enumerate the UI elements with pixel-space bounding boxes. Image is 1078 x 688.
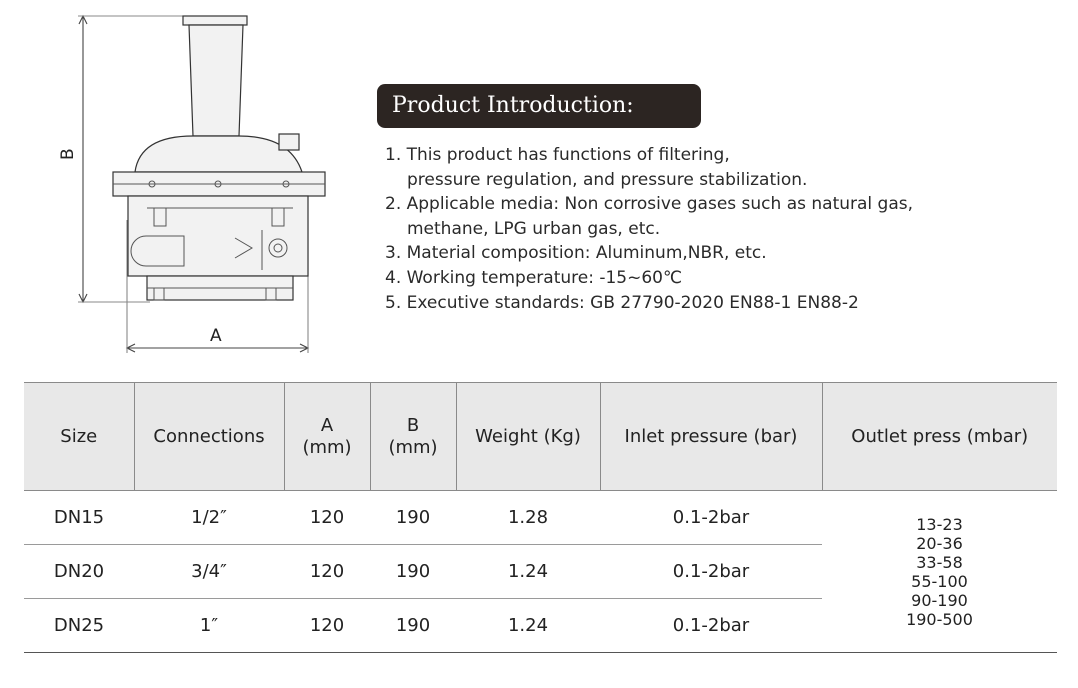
header-connections: Connections (134, 383, 284, 491)
product-technical-drawing (50, 8, 340, 358)
product-introduction-title: Product Introduction: (377, 84, 701, 128)
intro-line: 1. This product has functions of filtering, (385, 145, 730, 165)
intro-line: 4. Working temperature: -15~60℃ (385, 267, 683, 288)
cell-size: DN20 (24, 545, 134, 599)
cell-b: 190 (370, 545, 456, 599)
cell-inlet: 0.1-2bar (600, 491, 822, 545)
intro-line-continued: pressure regulation, and pressure stabilization. (407, 169, 808, 190)
header-a (284, 383, 370, 491)
cell-size: DN25 (24, 599, 134, 653)
intro-item-media (385, 192, 913, 241)
cell-a: 120 (284, 491, 370, 545)
specification-table (24, 382, 1057, 653)
header-weight: Weight (Kg) (456, 383, 600, 491)
outlet-range: 55-100 (911, 571, 968, 591)
cell-size: DN15 (24, 491, 134, 545)
cell-weight: 1.24 (456, 599, 600, 653)
cell-b: 190 (370, 599, 456, 653)
intro-line: 2. Applicable media: Non corrosive gases such as natural gas, (385, 194, 914, 215)
cell-weight: 1.24 (456, 545, 600, 599)
header-b-unit: (mm) (388, 436, 438, 458)
cell-outlet-ranges (822, 491, 1057, 653)
outlet-range: 90-190 (911, 590, 968, 610)
outlet-range: 33-58 (916, 552, 963, 572)
header-a-unit: (mm) (302, 436, 352, 458)
intro-line: 3. Material composition: Aluminum,NBR, etc. (385, 243, 767, 264)
intro-line-continued: methane, LPG urban gas, etc. (407, 218, 661, 239)
intro-item-material (385, 241, 913, 266)
intro-item-temperature (385, 266, 913, 291)
cell-inlet: 0.1-2bar (600, 599, 822, 653)
cell-a: 120 (284, 599, 370, 653)
outlet-range: 13-23 (916, 514, 963, 534)
cell-weight: 1.28 (456, 491, 600, 545)
header-size: Size (24, 383, 134, 491)
dim-b-label: B (58, 148, 78, 160)
cell-inlet: 0.1-2bar (600, 545, 822, 599)
outlet-range: 20-36 (916, 533, 963, 553)
header-b (370, 383, 456, 491)
intro-item-standards (385, 291, 913, 316)
cell-a: 120 (284, 545, 370, 599)
table-header-row (24, 383, 1057, 491)
cell-b: 190 (370, 491, 456, 545)
header-b-label: B (406, 414, 420, 436)
table-row (24, 491, 1057, 545)
intro-item-functions (385, 143, 913, 192)
header-inlet-pressure: Inlet pressure (bar) (600, 383, 822, 491)
header-outlet-pressure: Outlet press (mbar) (822, 383, 1057, 491)
outlet-range: 190-500 (906, 609, 973, 629)
header-a-label: A (320, 414, 334, 436)
cell-connection: 1″ (134, 599, 284, 653)
cell-connection: 1/2″ (134, 491, 284, 545)
cell-connection: 3/4″ (134, 545, 284, 599)
intro-line: 5. Executive standards: GB 27790-2020 EN88-1 EN88-2 (385, 292, 859, 313)
dim-a-label: A (210, 326, 222, 346)
product-introduction-list (385, 143, 913, 315)
